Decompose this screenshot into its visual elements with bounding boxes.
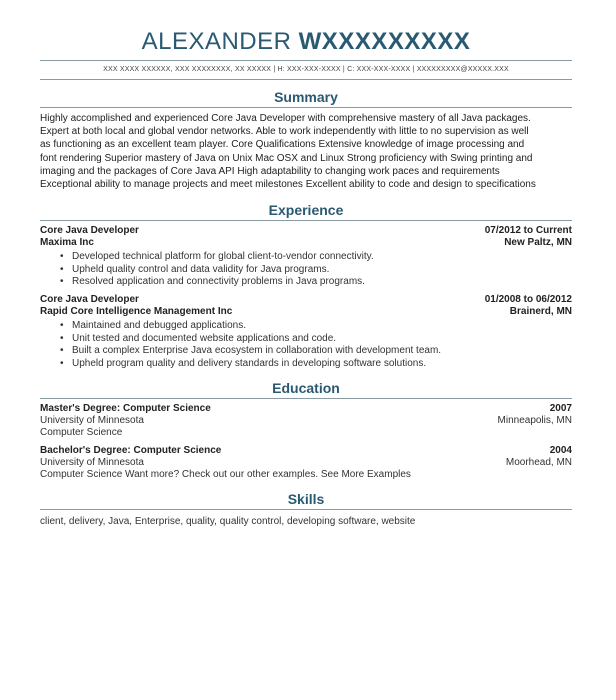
- education-note: Computer Science: [40, 427, 123, 439]
- education-header: [40, 403, 572, 415]
- first-name: ALEXANDER: [141, 28, 292, 55]
- experience-heading: Experience: [268, 202, 344, 219]
- job-role: Core Java Developer: [40, 294, 139, 306]
- summary-line: font rendering Superior mastery of Java on Unix Mac OSX and Linux Strong proficiency with Swing printing and: [40, 152, 533, 164]
- school-location: Minneapolis, MN: [497, 415, 572, 427]
- job-dates: 07/2012 to Current: [484, 225, 572, 237]
- job-header: [40, 294, 572, 306]
- education-heading: Education: [272, 380, 340, 397]
- job-role: Core Java Developer: [40, 225, 139, 237]
- header-rule-bottom: [40, 79, 572, 80]
- education-school-row: [40, 415, 572, 427]
- last-name: WXXXXXXXXX: [298, 28, 471, 55]
- school: University of Minnesota: [40, 415, 144, 427]
- education-header: [40, 445, 572, 457]
- summary-line: Expert at both local and global vendor networks. Able to work independently with little to no supervision as well: [40, 126, 529, 138]
- job-bullet: • Resolved application and connectivity problems in Java programs.: [72, 276, 572, 288]
- job-company: Maxima Inc: [40, 237, 94, 249]
- summary-line: Highly accomplished and experienced Core Java Developer with comprehensive mastery of all Java packages.: [40, 113, 531, 124]
- job-bullet: • Maintained and debugged applications.: [72, 320, 572, 332]
- summary-line: Exceptional ability to manage projects and meet milestones Excellent ability to code and design to specifications: [40, 179, 536, 191]
- education-entry: [40, 445, 572, 481]
- school-location: Moorhead, MN: [505, 457, 572, 469]
- degree: Master's Degree: Computer Science: [40, 403, 211, 415]
- degree: Bachelor's Degree: Computer Science: [40, 445, 222, 457]
- summary-line: as functioning as an excellent team player. Core Qualifications Extensive knowledge of image processing and: [40, 139, 525, 151]
- job-bullet: • Upheld program quality and delivery standards in developing software solutions.: [72, 358, 572, 370]
- job-company-row: [40, 237, 572, 249]
- summary-rule: [40, 107, 572, 108]
- job-location: Brainerd, MN: [509, 306, 572, 318]
- skills-text: client, delivery, Java, Enterprise, quality, quality control, developing software, website: [40, 516, 416, 528]
- job-header: [40, 225, 572, 237]
- graduation-year: 2004: [549, 445, 572, 457]
- job-bullet: • Developed technical platform for global client-to-vendor connectivity.: [72, 251, 572, 263]
- job-bullet: • Unit tested and documented website applications and code.: [72, 333, 572, 345]
- job-company-row: [40, 306, 572, 318]
- job-bullets: [40, 320, 572, 370]
- skills-heading: Skills: [287, 491, 325, 508]
- resume-page: [40, 0, 572, 528]
- contact-line: XXX XXXX XXXXXX, XXX XXXXXXXX, XX XXXXX | H: XXX-XXX-XXXX | C: XXX-XXX-XXXX | XXXXXXXXX@XXXXX.XXX: [103, 66, 509, 73]
- job-entry: [40, 294, 572, 370]
- summary-text: [40, 112, 572, 191]
- summary-heading: Summary: [274, 89, 338, 105]
- education-school-row: [40, 457, 572, 469]
- summary-line: imaging and the packages of Core Java API High adaptability to changing work paces and requirements: [40, 165, 500, 177]
- skills-rule: [40, 509, 572, 510]
- candidate-name: [40, 27, 572, 57]
- school: University of Minnesota: [40, 457, 144, 469]
- graduation-year: 2007: [549, 403, 572, 415]
- experience-rule: [40, 220, 572, 221]
- education-entry: [40, 403, 572, 439]
- education-note: Computer Science Want more? Check out our other examples. See More Examples: [40, 469, 411, 481]
- job-company: Rapid Core Intelligence Management Inc: [40, 306, 233, 318]
- education-rule: [40, 398, 572, 399]
- job-entry: [40, 225, 572, 288]
- job-bullets: [40, 251, 572, 288]
- job-dates: 01/2008 to 06/2012: [484, 294, 572, 306]
- job-bullet: • Upheld quality control and data validity for Java programs.: [72, 264, 572, 276]
- job-location: New Paltz, MN: [504, 237, 572, 249]
- job-bullet: • Built a complex Enterprise Java ecosystem in collaboration with development team.: [72, 345, 572, 357]
